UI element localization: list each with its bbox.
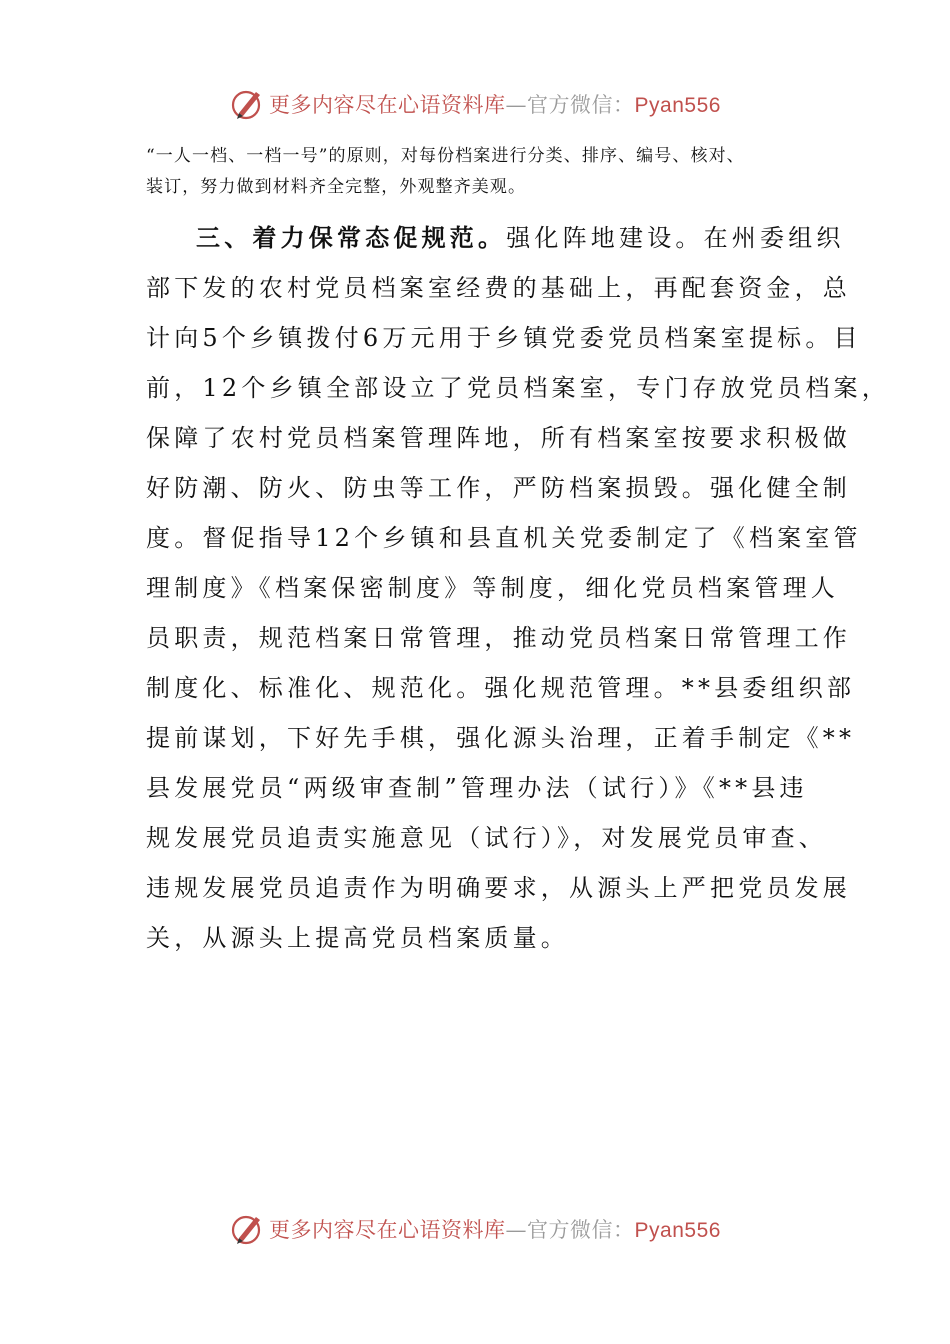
paragraph-line: 县发展党员“两级审查制”管理办法（试行）》《**县违 — [146, 774, 808, 802]
section-3-heading: 三、着力保常态促规范。 — [196, 223, 507, 252]
carryover-line-1: “一人一档、一档一号”的原则，对每份档案进行分类、排序、编号、核对、 — [146, 146, 745, 166]
carryover-line-2: 装订，努力做到材料齐全完整，外观整齐美观。 — [146, 177, 527, 197]
paragraph-line: 提前谋划，下好先手棋，强化源头治理，正着手制定《** — [146, 724, 856, 752]
paragraph-line: 计向5个乡镇拨付6万元用于乡镇党委党员档案室提标。目 — [146, 324, 862, 352]
header-watermark — [0, 84, 950, 124]
section-3-first-line — [196, 222, 856, 254]
footer-watermark — [0, 1209, 950, 1249]
paragraph-line: 规发展党员追责实施意见（试行）》，对发展党员审查、 — [146, 824, 827, 852]
paragraph-line: 度。督促指导12个乡镇和县直机关党委制定了《档案室管 — [146, 524, 862, 552]
pen-logo-icon — [229, 86, 265, 122]
paragraph-line: 关，从源头上提高党员档案质量。 — [146, 924, 569, 952]
paragraph-line: 保障了农村党员档案管理阵地，所有档案室按要求积极做 — [146, 424, 851, 452]
watermark-text: 更多内容尽在心语资料库—官方微信：Pyan556 — [269, 93, 721, 117]
paragraph-line: 制度化、标准化、规范化。强化规范管理。**县委组织部 — [146, 674, 856, 702]
paragraph-line: 好防潮、防火、防虫等工作，严防档案损毁。强化健全制 — [146, 474, 851, 502]
watermark-text: 更多内容尽在心语资料库—官方微信：Pyan556 — [269, 1218, 721, 1242]
paragraph-line: 前，12个乡镇全部设立了党员档案室，专门存放党员档案， — [146, 374, 890, 402]
pen-logo-icon — [229, 1211, 265, 1247]
paragraph-line: 违规发展党员追责作为明确要求，从源头上严把党员发展 — [146, 874, 851, 902]
paragraph-line: 理制度》《档案保密制度》等制度，细化党员档案管理人 — [146, 574, 839, 602]
paragraph-line: 员职责，规范档案日常管理，推动党员档案日常管理工作 — [146, 624, 851, 652]
paragraph-line: 强化阵地建设。在州委组织 — [506, 224, 845, 252]
paragraph-line: 部下发的农村党员档案室经费的基础上，再配套资金，总 — [146, 274, 851, 302]
